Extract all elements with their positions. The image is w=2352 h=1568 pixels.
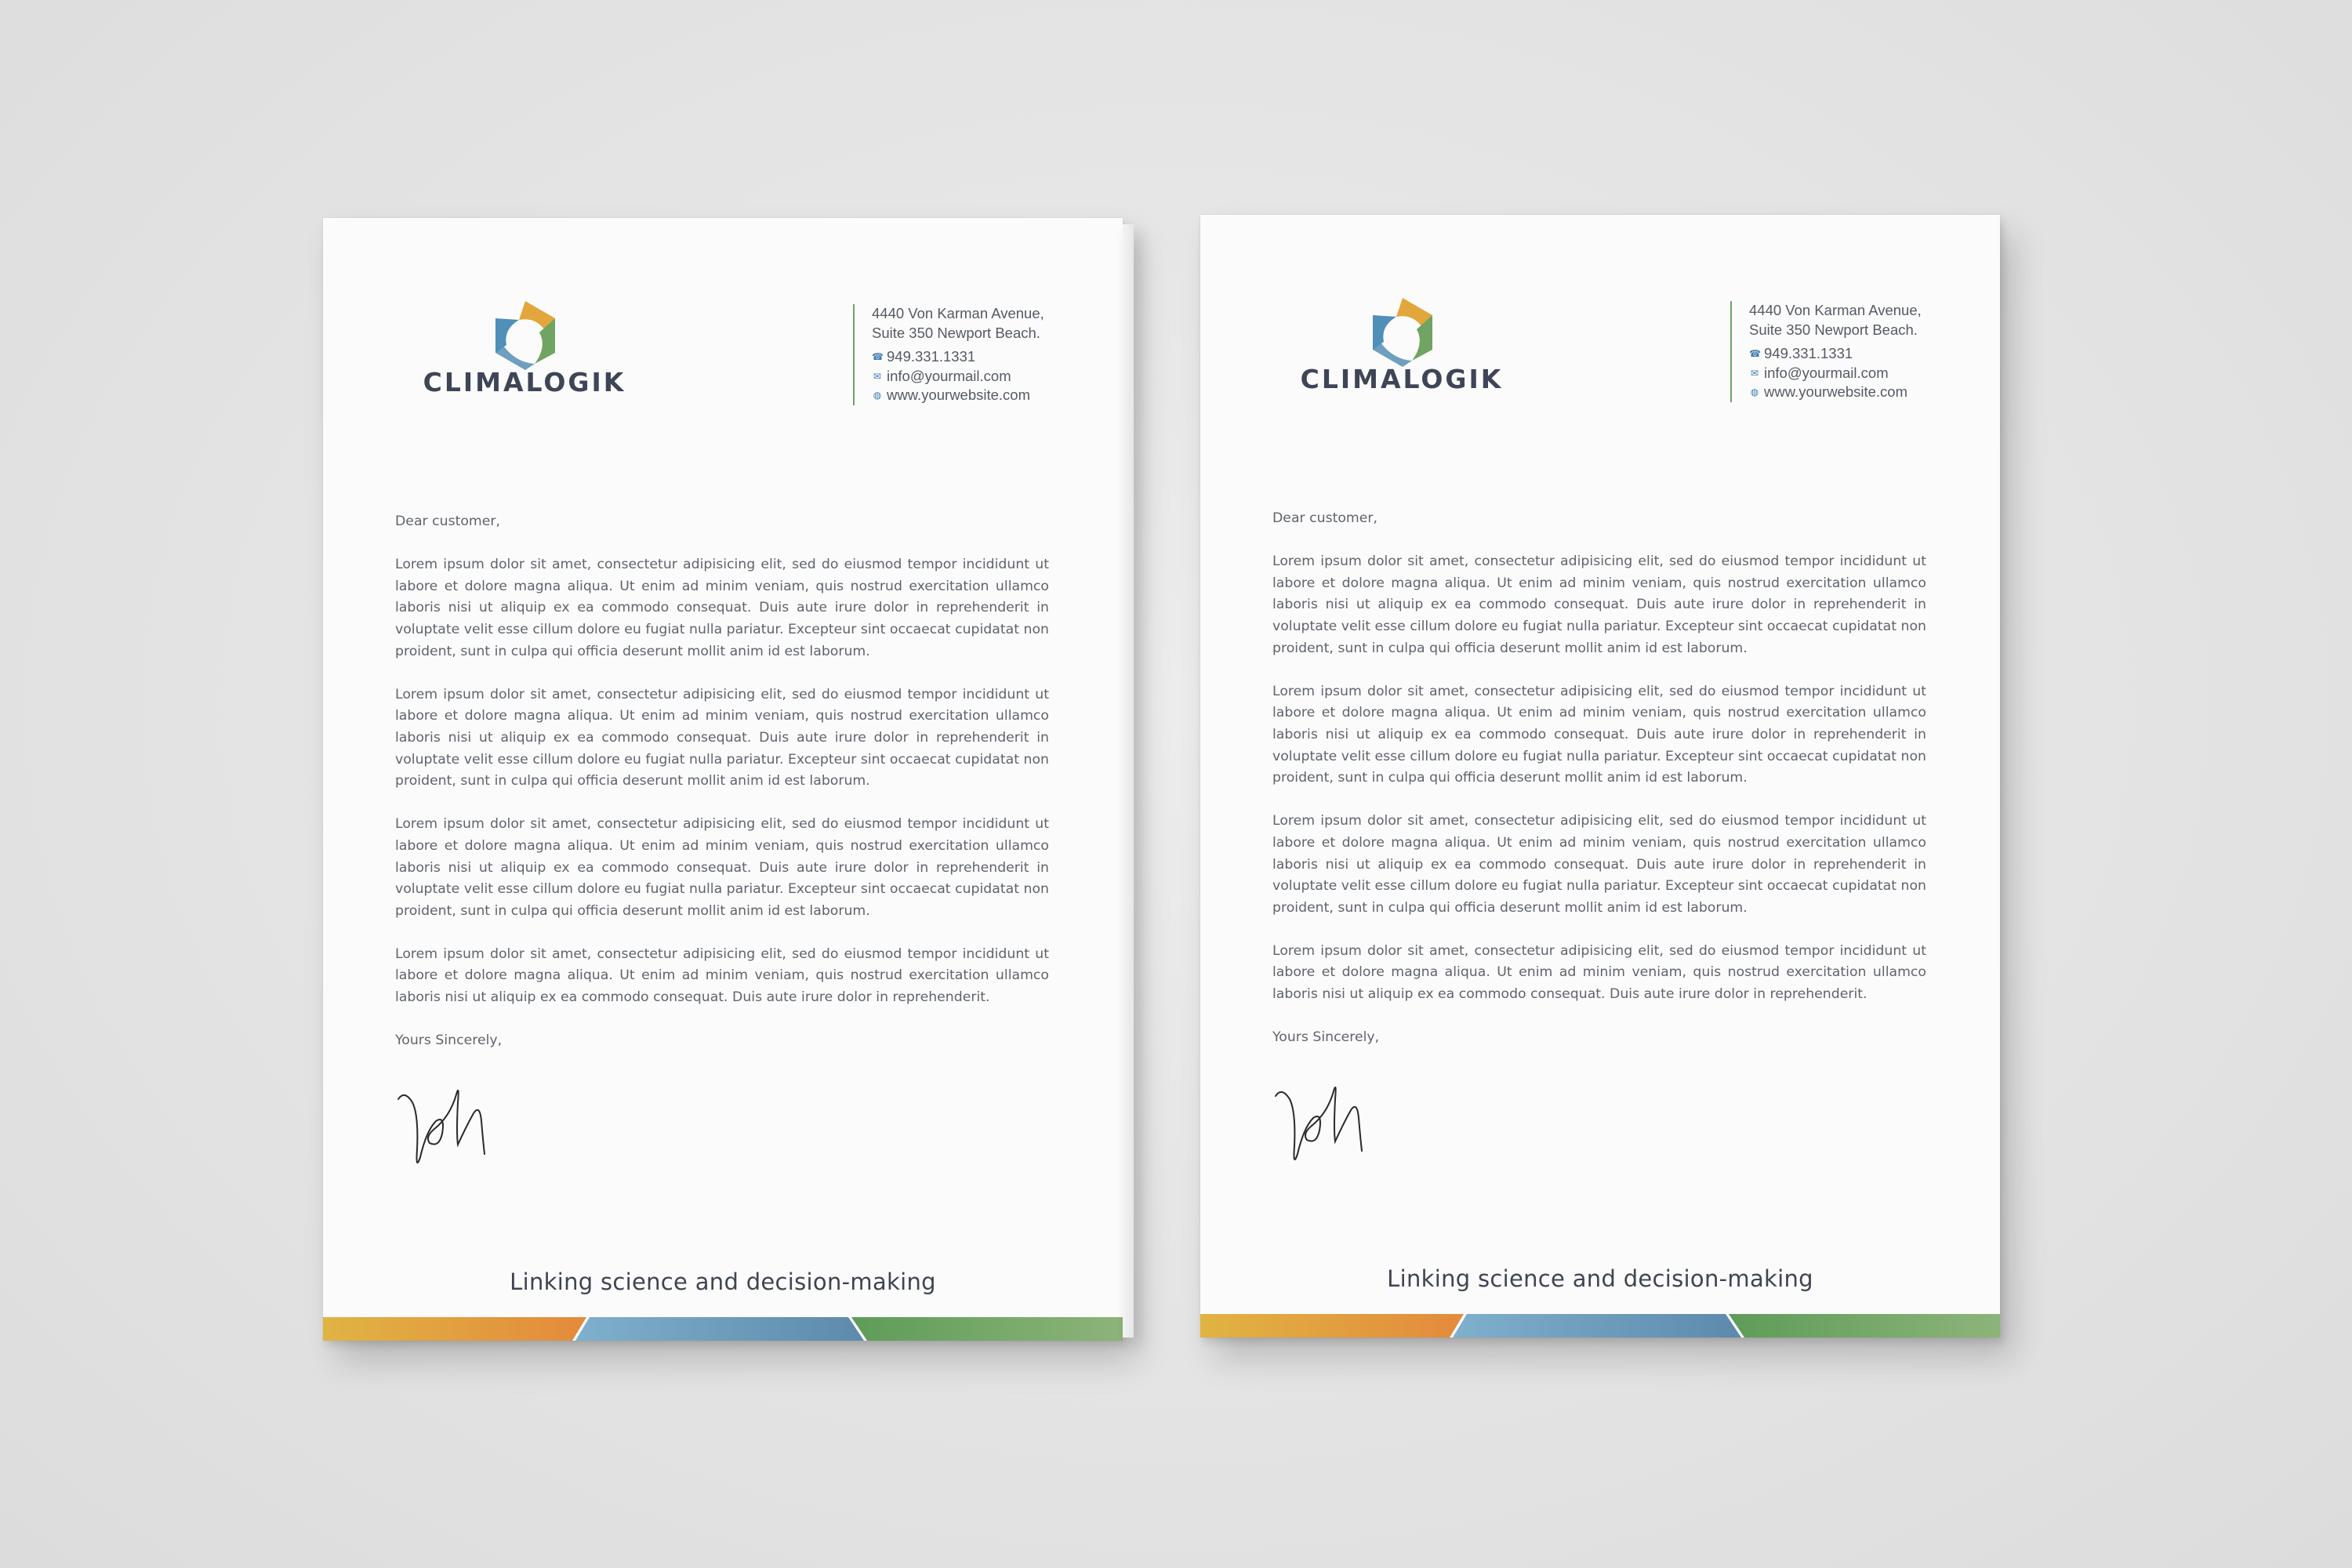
phone-icon: ☎ [872, 351, 884, 363]
paragraph: Lorem ipsum dolor sit amet, consectetur adipisicing elit, sed do eiusmod tempor incididunt ut labore et dolore magna aliqua. Ut enim ad minim veniam, quis nostrud exercitation ullamco laboris nisi ut aliquip ex ea commodo consequat. Duis aute irure dolor in reprehenderit in voluptate velit esse cillum dolore eu fugiat nulla pariatur. Excepteur sint occaecat cupidatat non proident, sunt in culpa qui officia deserunt mollit anim id est laborum. [395, 686, 1049, 789]
address-line-2: Suite 350 Newport Beach. [1749, 321, 1918, 338]
address-line-2: Suite 350 Newport Beach. [872, 324, 1040, 341]
letterhead-sheet-right [1200, 215, 2000, 1338]
mail-icon: ✉ [1750, 367, 1759, 379]
mail-icon: ✉ [873, 370, 882, 382]
letter-body [1272, 508, 1926, 1070]
phone-number: 949.331.1331 [1764, 345, 1853, 361]
paragraph: Lorem ipsum dolor sit amet, consectetur adipisicing elit, sed do eiusmod tempor incididunt ut labore et dolore magna aliqua. Ut enim ad minim veniam, quis nostrud exercitation ullamco laboris nisi ut aliquip ex ea commodo consequat. Duis aute irure dolor in reprehenderit. [1272, 942, 1926, 1003]
signature [395, 1079, 497, 1177]
footer-color-stripe [1200, 1314, 2000, 1338]
phone-icon: ☎ [1749, 348, 1761, 360]
paragraph: Lorem ipsum dolor sit amet, consectetur adipisicing elit, sed do eiusmod tempor incididunt ut labore et dolore magna aliqua. Ut enim ad minim veniam, quis nostrud exercitation ullamco laboris nisi ut aliquip ex ea commodo consequat. Duis aute irure dolor in reprehenderit in voluptate velit esse cillum dolore eu fugiat nulla pariatur. Excepteur sint occaecat cupidatat non proident, sunt in culpa qui officia deserunt mollit anim id est laborum. [1272, 683, 1926, 786]
letter-body [395, 511, 1049, 1073]
salutation: Dear customer, [395, 514, 500, 529]
closing: Yours Sincerely, [395, 1033, 503, 1049]
brand-wordmark: CLIMALOGIK [423, 367, 626, 397]
brand-wordmark: CLIMALOGIK [1300, 364, 1504, 394]
closing: Yours Sincerely, [1272, 1029, 1380, 1046]
email-address: info@yourmail.com [887, 367, 1011, 384]
contact-block [853, 304, 1044, 405]
globe-icon: ◍ [1750, 387, 1759, 398]
paragraph: Lorem ipsum dolor sit amet, consectetur adipisicing elit, sed do eiusmod tempor incididunt ut labore et dolore magna aliqua. Ut enim ad minim veniam, quis nostrud exercitation ullamco laboris nisi ut aliquip ex ea commodo consequat. Duis aute irure dolor in reprehenderit in voluptate velit esse cillum dolore eu fugiat nulla pariatur. Excepteur sint occaecat cupidatat non proident, sunt in culpa qui officia deserunt mollit anim id est laborum. [1272, 554, 1926, 656]
phone-number: 949.331.1331 [887, 348, 976, 365]
logo-hexagon-icon [1365, 295, 1440, 370]
company-logo [1288, 295, 1523, 397]
company-tagline: Linking science and decision-making [510, 1269, 936, 1295]
paragraph: Lorem ipsum dolor sit amet, consectetur adipisicing elit, sed do eiusmod tempor incididunt ut labore et dolore magna aliqua. Ut enim ad minim veniam, quis nostrud exercitation ullamco laboris nisi ut aliquip ex ea commodo consequat. Duis aute irure dolor in reprehenderit. [395, 946, 1049, 1006]
salutation: Dear customer, [1272, 510, 1377, 526]
address-line-1: 4440 Von Karman Avenue, [872, 305, 1044, 321]
website-url: www.yourwebsite.com [1764, 383, 1908, 400]
paragraph: Lorem ipsum dolor sit amet, consectetur adipisicing elit, sed do eiusmod tempor incididunt ut labore et dolore magna aliqua. Ut enim ad minim veniam, quis nostrud exercitation ullamco laboris nisi ut aliquip ex ea commodo consequat. Duis aute irure dolor in reprehenderit in voluptate velit esse cillum dolore eu fugiat nulla pariatur. Excepteur sint occaecat cupidatat non proident, sunt in culpa qui officia deserunt mollit anim id est laborum. [1272, 813, 1926, 916]
globe-icon: ◍ [873, 390, 882, 401]
paragraph: Lorem ipsum dolor sit amet, consectetur adipisicing elit, sed do eiusmod tempor incididunt ut labore et dolore magna aliqua. Ut enim ad minim veniam, quis nostrud exercitation ullamco laboris nisi ut aliquip ex ea commodo consequat. Duis aute irure dolor in reprehenderit in voluptate velit esse cillum dolore eu fugiat nulla pariatur. Excepteur sint occaecat cupidatat non proident, sunt in culpa qui officia deserunt mollit anim id est laborum. [395, 816, 1049, 919]
signature [1272, 1076, 1374, 1174]
website-url: www.yourwebsite.com [887, 387, 1031, 403]
letterhead-sheet-left [323, 218, 1123, 1341]
paragraph: Lorem ipsum dolor sit amet, consectetur adipisicing elit, sed do eiusmod tempor incididunt ut labore et dolore magna aliqua. Ut enim ad minim veniam, quis nostrud exercitation ullamco laboris nisi ut aliquip ex ea commodo consequat. Duis aute irure dolor in reprehenderit in voluptate velit esse cillum dolore eu fugiat nulla pariatur. Excepteur sint occaecat cupidatat non proident, sunt in culpa qui officia deserunt mollit anim id est laborum. [395, 557, 1049, 659]
address-line-1: 4440 Von Karman Avenue, [1749, 302, 1922, 318]
logo-hexagon-icon [488, 298, 563, 373]
company-logo [411, 298, 646, 400]
company-tagline: Linking science and decision-making [1387, 1265, 1813, 1292]
email-address: info@yourmail.com [1764, 364, 1889, 381]
contact-block [1730, 301, 1922, 402]
footer-color-stripe [323, 1317, 1123, 1341]
